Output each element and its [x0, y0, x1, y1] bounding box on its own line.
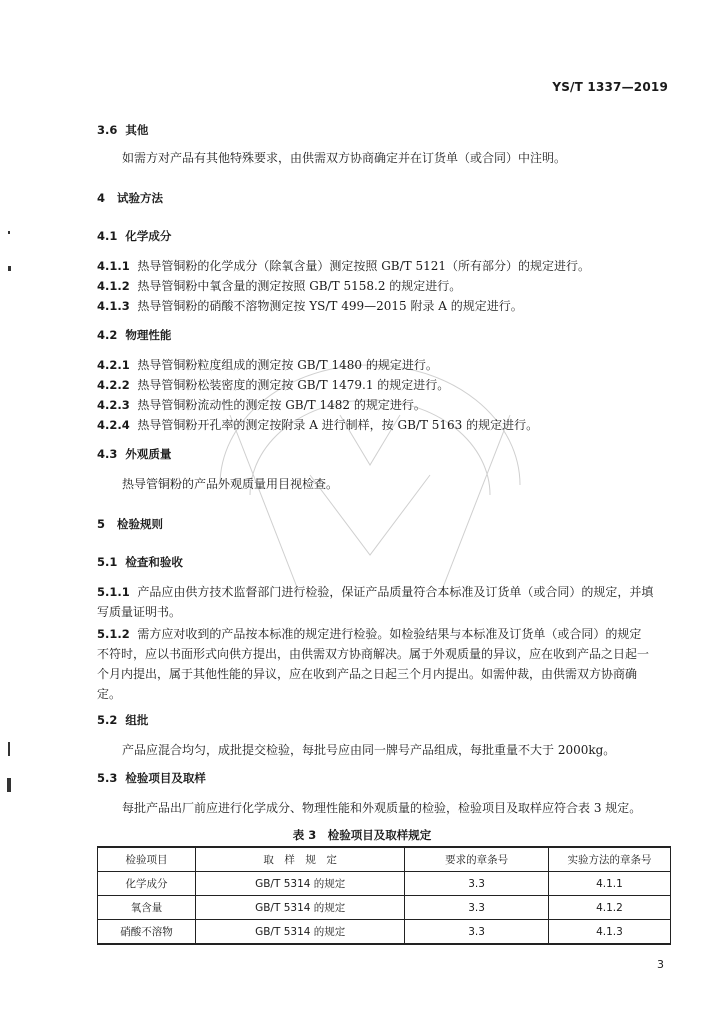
section-title: 试验方法 — [117, 191, 164, 205]
section-title: 其他 — [125, 123, 149, 137]
heading-5-3 — [97, 770, 206, 786]
clause-5-1-2-continued: 定。 — [97, 687, 122, 701]
paragraph: 每批产品出厂前应进行化学成分、物理性能和外观质量的检验，检验项目及取样应符合表 3 规定。 — [122, 801, 642, 815]
heading-5 — [97, 516, 163, 532]
inspection-table — [97, 846, 671, 945]
clause-5-1-2: 5.1.2 需方应对收到的产品按本标准的规定进行检验。如检验结果与本标准及订货单（或合同）的规定 — [97, 627, 642, 641]
table-cell: 4.1.3 — [548, 920, 670, 945]
clause-4-2-1: 4.2.1 热导管铜粉粒度组成的测定按 GB/T 1480 的规定进行。 — [97, 358, 438, 372]
standard-code: YS/T 1337—2019 — [552, 80, 668, 94]
heading-4-3 — [97, 446, 171, 462]
heading-4-2 — [97, 327, 171, 343]
clause-5-1-2-continued: 个月内提出，属于其他性能的异议，应在收到产品之日起三个月内提出。如需仲裁，由供需双方协商确 — [97, 667, 638, 681]
section-number: 5 — [97, 517, 106, 531]
binding-mark — [8, 742, 10, 756]
clause-5-1-1-continued: 写质量证明书。 — [97, 605, 182, 619]
table-cell: 3.3 — [405, 896, 549, 920]
section-number: 5.1 — [97, 555, 118, 569]
table-cell: GB/T 5314 的规定 — [196, 872, 405, 896]
clause-5-1-2-continued: 不符时，应以书面形式向供方提出，由供需双方协商解决。属于外观质量的异议，应在收到产品之日起一 — [97, 647, 650, 661]
table-cell: GB/T 5314 的规定 — [196, 896, 405, 920]
table-header-row — [98, 847, 671, 872]
binding-mark — [8, 231, 10, 234]
page-number: 3 — [657, 958, 664, 971]
table-cell: GB/T 5314 的规定 — [196, 920, 405, 945]
clause-4-2-3: 4.2.3 热导管铜粉流动性的测定按 GB/T 1482 的规定进行。 — [97, 398, 426, 412]
table-caption: 表 3 检验项目及取样规定 — [292, 828, 432, 842]
paragraph: 如需方对产品有其他特殊要求，由供需双方协商确定并在订货单（或合同）中注明。 — [122, 151, 567, 165]
clause-4-2-2: 4.2.2 热导管铜粉松装密度的测定按 GB/T 1479.1 的规定进行。 — [97, 378, 450, 392]
table-cell: 3.3 — [405, 920, 549, 945]
section-number: 4.1 — [97, 229, 118, 243]
section-title: 物理性能 — [125, 328, 172, 342]
section-number: 4.2 — [97, 328, 118, 342]
table-header-cell: 取 样 规 定 — [196, 847, 405, 872]
heading-4 — [97, 190, 163, 206]
section-number: 5.3 — [97, 771, 118, 785]
section-number: 4 — [97, 191, 106, 205]
section-number: 3.6 — [97, 123, 118, 137]
table-header-cell: 要求的章条号 — [405, 847, 549, 872]
section-title: 检验项目及取样 — [125, 771, 206, 785]
section-title: 外观质量 — [125, 447, 172, 461]
heading-5-1 — [97, 554, 183, 570]
table-cell: 4.1.2 — [548, 896, 670, 920]
table-row — [98, 896, 671, 920]
clause-4-1-2: 4.1.2 热导管铜粉中氧含量的测定按照 GB/T 5158.2 的规定进行。 — [97, 279, 462, 293]
table-cell: 硝酸不溶物 — [98, 920, 196, 945]
clause-4-1-3: 4.1.3 热导管铜粉的硝酸不溶物测定按 YS/T 499—2015 附录 A 的规定进行。 — [97, 299, 523, 313]
heading-3-6 — [97, 122, 148, 138]
section-title: 检查和验收 — [125, 555, 183, 569]
paragraph: 热导管铜粉的产品外观质量用目视检查。 — [122, 477, 339, 491]
table-header-cell: 实验方法的章条号 — [548, 847, 670, 872]
table-header-cell: 检验项目 — [98, 847, 196, 872]
section-title: 检验规则 — [117, 517, 164, 531]
heading-4-1 — [97, 228, 171, 244]
binding-mark — [8, 266, 11, 271]
heading-5-2 — [97, 712, 148, 728]
table-cell: 氧含量 — [98, 896, 196, 920]
section-number: 5.2 — [97, 713, 118, 727]
section-number: 4.3 — [97, 447, 118, 461]
table-row — [98, 920, 671, 945]
table-cell: 4.1.1 — [548, 872, 670, 896]
binding-mark — [7, 778, 11, 792]
table-row — [98, 872, 671, 896]
table-cell: 3.3 — [405, 872, 549, 896]
section-title: 化学成分 — [125, 229, 172, 243]
clause-4-1-1: 4.1.1 热导管铜粉的化学成分（除氧含量）测定按照 GB/T 5121（所有部分）的规定进行。 — [97, 259, 591, 273]
clause-5-1-1: 5.1.1 产品应由供方技术监督部门进行检验，保证产品质量符合本标准及订货单（或合同）的规定，并填 — [97, 585, 654, 599]
paragraph: 产品应混合均匀，成批提交检验，每批号应由同一牌号产品组成，每批重量不大于 2000kg。 — [122, 743, 616, 757]
clause-4-2-4: 4.2.4 热导管铜粉开孔率的测定按附录 A 进行制样，按 GB/T 5163 的规定进行。 — [97, 418, 539, 432]
table-cell: 化学成分 — [98, 872, 196, 896]
section-title: 组批 — [125, 713, 149, 727]
